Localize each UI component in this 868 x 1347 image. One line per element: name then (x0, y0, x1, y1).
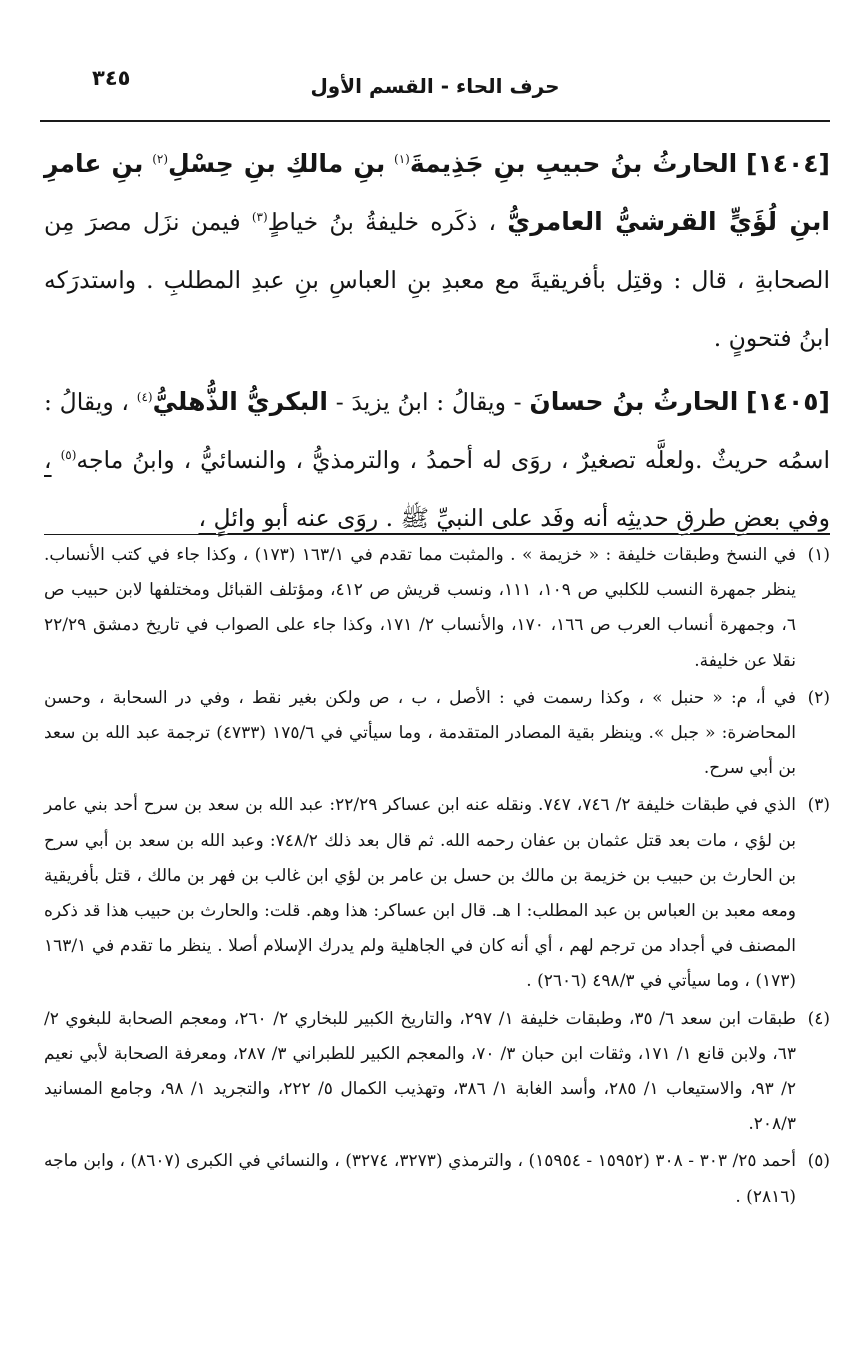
footnote-ref[interactable]: (٢) (152, 152, 169, 167)
entry-name: الحارثُ بنُ حسانَ (529, 387, 739, 416)
footnote-number: (٤) (807, 1008, 830, 1029)
footnote-ref[interactable]: (٥) (60, 448, 77, 463)
header-rule (40, 120, 830, 122)
footnotes (44, 538, 830, 1217)
running-title: حرف الحاء - القسم الأول (310, 74, 560, 98)
footnote-number: (٢) (807, 687, 830, 708)
entry-number: [١٤٠٥] (746, 387, 830, 416)
entry-text: فيمن نزَل مصرَ مِن الصحابةِ ، قال : وقتِل بأفريقيةَ مع معبدِ بنِ العباسِ بنِ عبدِ المطلبِ . واستدرَكه ابنُ فتحونٍ . (44, 208, 830, 352)
footnote-ref[interactable]: (٣) (251, 210, 268, 225)
entry-text: ، ذكَره خليفةُ بنُ خياطٍ (267, 208, 497, 236)
page-number: ٣٤٥ (92, 66, 131, 90)
entry-1405 (44, 373, 830, 547)
footnote (44, 1002, 830, 1143)
footnote-text: في النسخ وطبقات خليفة : « خزيمة » . والمثبت مما تقدم في ١٦٣/١ (١٧٣) ، وكذا جاء في كتب الأنساب. ينظر جمهرة النسب للكلبي ص ١٠٩، ١١١، ونسب قريش ص ٤١٢، ومؤتلف القبائل ومختلفها لابن حبيب ص ٦، وجمهرة أنساب العرب ص ١٦٦، ١٧٠، والأنساب ٢/ ١٧١، وكذا جاء على الصواب في تاريخ دمشق ٢٢/٢٩ نقلا عن خليفة. (44, 545, 796, 671)
footnote-text: طبقات ابن سعد ٦/ ٣٥، وطبقات خليفة ١/ ٢٩٧، والتاريخ الكبير للبخاري ٢/ ٢٦٠، ومعجم الصحابة للبغوي ٢/ ٦٣، ولابن قانع ١/ ١٧١، وثقات ابن حبان ٣/ ٧٠، والمعجم الكبير للطبراني ٣/ ٢٨٧، ومعرفة الصحابة لأبي نعيم ٢/ ٩٣، والاستيعاب ١/ ٢٨٥، وأسد الغابة ١/ ٣٨٦، وتهذيب الكمال ٥/ ٢٢٢، والتجريد ١/ ٩٨، وجامع المسانيد ٢٠٨/٣. (44, 1008, 796, 1135)
footnote-text: في أ، م: « حنبل » ، وكذا رسمت في : الأصل ، ب ، ص ولكن بغير نقط ، وفي در السحابة ، وحسن المحاضرة: « جبل ». وينظر بقية المصادر المتقدمة ، وما سيأتي في ١٧٥/٦ (٤٧٣٣) ترجمة عبد الله بن سعد بن أبي سرح. (44, 687, 796, 779)
footnote (44, 1144, 830, 1214)
entry-text: ، ويقالُ : اسمُه حريثٌ .ولعلَّه تصغيرٌ ، روَى له أحمدُ ، والترمذيُّ ، والنسائيُّ ، وابنُ ماجه (44, 388, 830, 474)
footnote-number: (١) (807, 545, 830, 565)
footnote-ref[interactable]: (١) (394, 152, 410, 167)
entry-name-continued: البكريُّ الذُّهليُّ (152, 387, 328, 416)
page-header (40, 62, 830, 114)
entry-name-continued: بنِ مالكِ بنِ حِسْلِ (168, 149, 386, 178)
footnote (44, 538, 830, 679)
footnote-text: أحمد ٢٥/ ٣٠٣ - ٣٠٨ (١٥٩٥٢ - ١٥٩٥٤) ، والترمذي (٣٢٧٣، ٣٢٧٤) ، والنسائي في الكبرى (٨٦٠٧) ، وابن ماجه (٢٨١٦) . (44, 1151, 796, 1207)
entry-name-continued: بنِ عامرِ ابنِ لُؤَيٍّ القرشيُّ العامريُّ (44, 149, 830, 236)
footnotes-rule (44, 534, 830, 535)
footnote (44, 681, 830, 787)
entry-text: ، وفي بعضِ طرقِ حديثِه أنه وفَد على النبيِّ ﷺ . روَى عنه أبو وائلٍ ، (44, 446, 830, 532)
footnote-text: الذي في طبقات خليفة ٢/ ٧٤٦، ٧٤٧. ونقله عنه ابن عساكر ٢٢/٢٩: عبد الله بن سعد بن سرح أحد بني عامر بن لؤي ، مات بعد قتل عثمان بن عفان رحمه الله. ثم قال بعد ذلك ٧٤٨/٢: وعبد الله بن سعد بن أبي سرح بن الحارث بن حبيب بن خزيمة بن مالك بن حسل بن عامر بن لؤي ابن غالب بن فهر بن مالك ، قتل بأفريقية ومعه معبد بن العباس بن عبد المطلب: ا هـ. قال ابن عساكر: هذا وهم. قلت: والحارث بن حبيب هذا قد ذكره المصنف في أجداد من ترجم لهم ، أي أنه كان في الجاهلية ولم يدرك الإسلام أصلا . ينظر ما تقدم في ١٦٣/١ (١٧٣) ، وما سيأتي في ٤٩٨/٣ (٢٦٠٦) . (44, 795, 797, 992)
main-text (44, 135, 830, 547)
entry-text: - ويقالُ : ابنُ يزيدَ - (335, 388, 522, 416)
entry-number: [١٤٠٤] (746, 149, 830, 178)
footnote-ref[interactable]: (٤) (136, 390, 153, 405)
entry-1404 (44, 135, 830, 367)
footnote-number: (٥) (807, 1151, 830, 1172)
footnote (44, 788, 830, 999)
entry-name: الحارثُ بنُ حبيبِ بنِ جَذِيمةَ (409, 149, 738, 178)
footnote-number: (٣) (807, 795, 830, 816)
